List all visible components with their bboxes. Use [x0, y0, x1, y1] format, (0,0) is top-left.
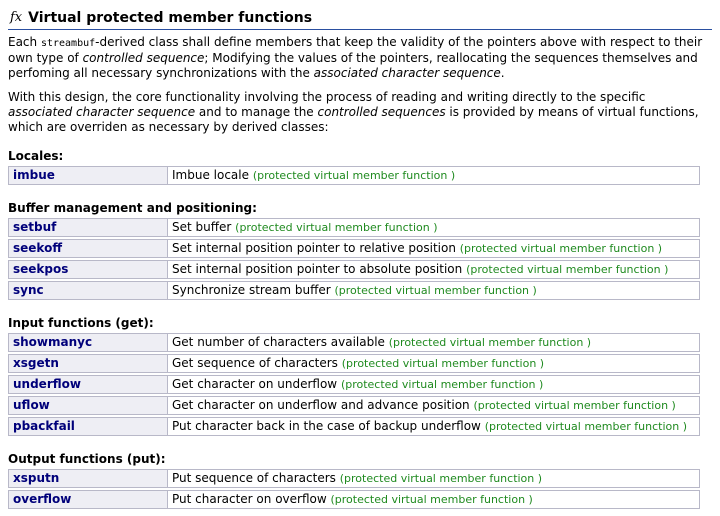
section-label: Buffer management and positioning:	[8, 201, 257, 215]
member-description	[167, 469, 700, 488]
fx-icon: fx	[10, 10, 23, 25]
member-description	[167, 218, 700, 237]
section-label: Output functions (put):	[8, 452, 166, 466]
description-text: Get character on underflow and advance position	[172, 398, 470, 412]
member-sections	[8, 149, 712, 511]
description-text: Set buffer	[172, 220, 232, 234]
table-row	[8, 281, 700, 300]
member-description	[167, 417, 700, 436]
table-row	[8, 260, 700, 279]
intro-p1-em1: controlled sequence	[82, 51, 205, 65]
description-text: Put character back in the case of backup underflow	[172, 419, 481, 433]
table-row	[8, 469, 700, 488]
table-row	[8, 218, 700, 237]
intro-paragraph-1	[8, 35, 712, 81]
intro-p2-b: and to manage the	[195, 105, 318, 119]
member-kind-note: (protected virtual member function )	[484, 420, 688, 433]
member-link-pbackfail[interactable]: pbackfail	[8, 417, 167, 436]
member-description	[167, 281, 700, 300]
description-text: Synchronize stream buffer	[172, 283, 331, 297]
description-text: Set internal position pointer to relative position	[172, 241, 456, 255]
member-link-imbue[interactable]: imbue	[8, 166, 167, 185]
member-kind-note: (protected virtual member function )	[340, 378, 544, 391]
member-kind-note: (protected virtual member function )	[339, 472, 543, 485]
intro-p2-em1: associated character sequence	[8, 105, 196, 119]
member-kind-note: (protected virtual member function )	[473, 399, 676, 412]
description-text: Get sequence of characters	[172, 356, 338, 370]
table-row	[8, 239, 700, 258]
member-description	[167, 239, 700, 258]
member-table	[8, 216, 700, 302]
member-kind-note: (protected virtual member function )	[330, 493, 533, 506]
member-description	[167, 396, 700, 415]
member-description	[167, 333, 700, 352]
intro-p1-a: Each	[8, 35, 41, 49]
intro-p2-a: With this design, the core functionality involving the process of reading and writing directly to the specific	[8, 90, 646, 104]
table-row	[8, 354, 700, 373]
member-kind-note: (protected virtual member function )	[252, 169, 456, 182]
member-description	[167, 166, 700, 185]
member-link-sync[interactable]: sync	[8, 281, 167, 300]
table-row	[8, 396, 700, 415]
member-link-setbuf[interactable]: setbuf	[8, 218, 167, 237]
member-link-seekpos[interactable]: seekpos	[8, 260, 167, 279]
member-link-xsputn[interactable]: xsputn	[8, 469, 167, 488]
member-link-underflow[interactable]: underflow	[8, 375, 167, 394]
table-row	[8, 417, 700, 436]
member-description	[167, 375, 700, 394]
section-label: Input functions (get):	[8, 316, 154, 330]
section-label: Locales:	[8, 149, 64, 163]
table-row	[8, 490, 700, 509]
streambuf-code: streambuf	[40, 38, 96, 49]
member-table	[8, 467, 700, 511]
intro-paragraph-2	[8, 90, 712, 135]
description-text: Imbue locale	[172, 168, 249, 182]
description-text: Get number of characters available	[172, 335, 385, 349]
member-kind-note: (protected virtual member function )	[388, 336, 592, 349]
intro-p1-b: -derived class shall define members that keep the validity of the pointers above with respect to their own type of	[8, 35, 703, 65]
member-link-overflow[interactable]: overflow	[8, 490, 167, 509]
description-text: Get character on underflow	[172, 377, 338, 391]
member-kind-note: (protected virtual member function )	[334, 284, 537, 297]
member-kind-note: (protected virtual member function )	[459, 242, 663, 255]
member-description	[167, 260, 700, 279]
member-kind-note: (protected virtual member function )	[466, 263, 669, 276]
heading-title: Virtual protected member functions	[28, 9, 313, 26]
description-text: Put sequence of characters	[172, 471, 336, 485]
table-row	[8, 166, 700, 185]
page	[8, 6, 712, 511]
member-link-showmanyc[interactable]: showmanyc	[8, 333, 167, 352]
intro-p2-em2: controlled sequences	[317, 105, 446, 119]
description-text: Put character on overflow	[172, 492, 327, 506]
intro-p1-c: ; Modifying the values of the pointers, reallocating the sequences themselves and perfoming all necessary synchronizations with the	[8, 51, 698, 80]
member-kind-note: (protected virtual member function )	[235, 221, 438, 234]
section-heading	[8, 6, 712, 30]
intro-p2-c: is provided by means of virtual functions, which are overriden as necessary by derived classes:	[8, 105, 699, 134]
member-link-xsgetn[interactable]: xsgetn	[8, 354, 167, 373]
table-row	[8, 333, 700, 352]
intro-p1-d: .	[500, 66, 505, 80]
member-description	[167, 490, 700, 509]
description-text: Set internal position pointer to absolute position	[172, 262, 463, 276]
member-kind-note: (protected virtual member function )	[341, 357, 545, 370]
intro-p1-em2: associated character sequence	[313, 66, 501, 80]
member-table	[8, 164, 700, 187]
table-row	[8, 375, 700, 394]
member-description	[167, 354, 700, 373]
member-link-seekoff[interactable]: seekoff	[8, 239, 167, 258]
member-link-uflow[interactable]: uflow	[8, 396, 167, 415]
member-table	[8, 331, 700, 438]
